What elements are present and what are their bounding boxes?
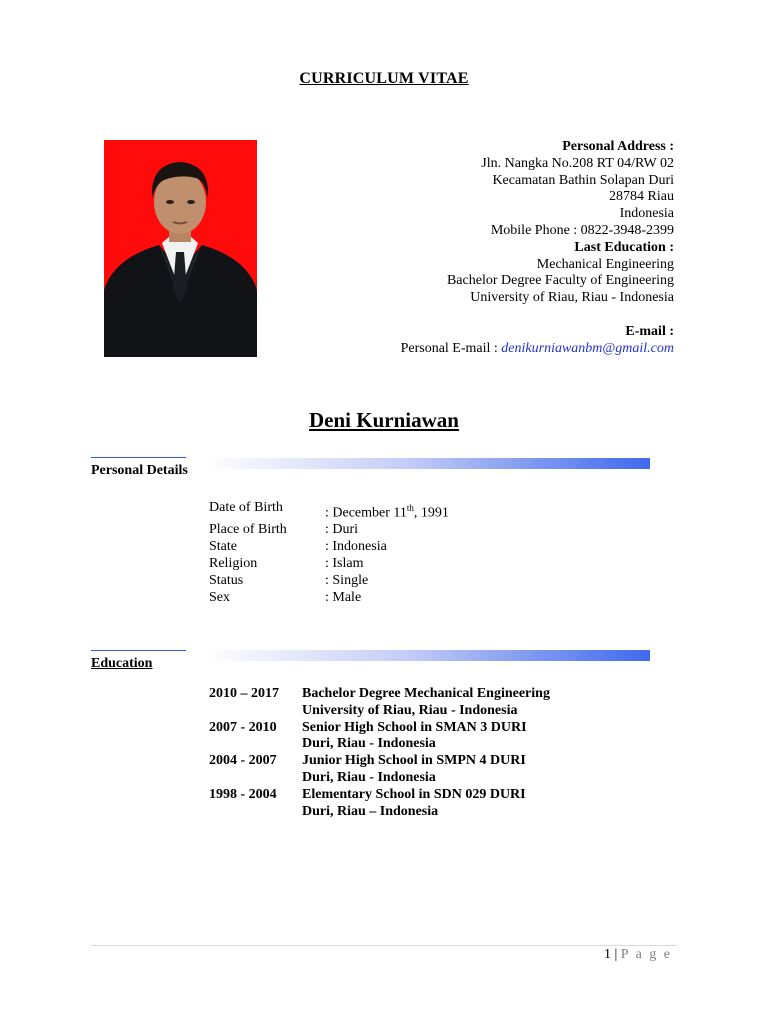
education-item bbox=[209, 753, 550, 770]
email-link[interactable]: denikurniawanbm@gmail.com bbox=[501, 340, 674, 356]
personal-details-heading: Personal Details bbox=[91, 463, 188, 478]
education-line: Duri, Riau - Indonesia bbox=[302, 736, 436, 752]
address-line: Kecamatan Bathin Solapan Duri bbox=[492, 172, 674, 188]
education-item bbox=[209, 720, 550, 737]
detail-row bbox=[209, 522, 449, 539]
education-line: Bachelor Degree Mechanical Engineering bbox=[302, 686, 550, 701]
detail-key: State bbox=[209, 539, 237, 555]
detail-value: : Single bbox=[325, 572, 369, 588]
detail-row bbox=[209, 573, 449, 590]
email-prefix: Personal E-mail : bbox=[400, 340, 502, 356]
detail-value: : Islam bbox=[325, 556, 364, 572]
detail-row bbox=[209, 500, 449, 522]
page-label: P a g e bbox=[620, 947, 672, 962]
education-line: Elementary School in SDN 029 DURI bbox=[302, 786, 526, 802]
email-label: E-mail : bbox=[625, 323, 674, 339]
detail-row bbox=[209, 556, 449, 573]
education-line: Bachelor Degree Faculty of Engineering bbox=[446, 273, 674, 289]
education-line: Junior High School in SMPN 4 DURI bbox=[302, 753, 526, 769]
detail-value: : Indonesia bbox=[325, 539, 387, 555]
detail-key: Place of Birth bbox=[209, 522, 287, 538]
detail-row bbox=[209, 539, 449, 556]
person-name: Deni Kurniawan bbox=[309, 408, 459, 432]
mobile-phone: Mobile Phone : 0822-3948-2399 bbox=[490, 222, 674, 238]
address-line: 28784 Riau bbox=[609, 189, 674, 205]
section-rule bbox=[91, 650, 186, 651]
education-line: Senior High School in SMAN 3 DURI bbox=[302, 719, 527, 735]
detail-key: Date of Birth bbox=[209, 500, 283, 515]
page-footer bbox=[604, 947, 672, 963]
page-separator: | bbox=[610, 947, 621, 962]
education-years: 1998 - 2004 bbox=[209, 786, 277, 802]
address-label: Personal Address : bbox=[562, 139, 674, 154]
education-list bbox=[209, 686, 550, 820]
education-item bbox=[209, 703, 550, 720]
profile-photo bbox=[104, 140, 257, 357]
detail-value: : Duri bbox=[325, 522, 359, 538]
education-heading: Education bbox=[91, 656, 153, 671]
education-line: University of Riau, Riau - Indonesia bbox=[302, 702, 518, 718]
section-rule bbox=[91, 457, 186, 458]
detail-key: Religion bbox=[209, 556, 258, 572]
contact-block bbox=[274, 139, 674, 357]
address-line: Jln. Nangka No.208 RT 04/RW 02 bbox=[481, 155, 674, 171]
education-years: 2010 – 2017 bbox=[209, 686, 279, 701]
education-line: Duri, Riau - Indonesia bbox=[302, 769, 436, 785]
detail-value: : December 11th, 1991 bbox=[325, 503, 449, 521]
education-item bbox=[209, 736, 550, 753]
education-years: 2007 - 2010 bbox=[209, 719, 277, 735]
person-portrait-icon bbox=[104, 140, 257, 357]
education-item bbox=[209, 804, 550, 821]
section-gradient-bar bbox=[205, 650, 650, 661]
document-title: CURRICULUM VITAE bbox=[299, 70, 469, 87]
education-line: Mechanical Engineering bbox=[536, 256, 674, 272]
email-row bbox=[274, 341, 674, 358]
last-education-label: Last Education : bbox=[574, 239, 674, 255]
detail-key: Sex bbox=[209, 589, 230, 605]
detail-key: Status bbox=[209, 572, 244, 588]
personal-details-list bbox=[209, 500, 449, 606]
education-line: Duri, Riau – Indonesia bbox=[302, 803, 439, 819]
detail-value: : Male bbox=[325, 589, 362, 605]
education-item bbox=[209, 787, 550, 804]
detail-row bbox=[209, 590, 449, 607]
footer-rule bbox=[91, 945, 677, 946]
page-number: 1 bbox=[603, 947, 611, 962]
education-item bbox=[209, 770, 550, 787]
address-line: Indonesia bbox=[619, 206, 674, 222]
education-item bbox=[209, 686, 550, 703]
section-gradient-bar bbox=[205, 458, 650, 469]
education-line: University of Riau, Riau - Indonesia bbox=[470, 290, 674, 306]
education-years: 2004 - 2007 bbox=[209, 753, 277, 769]
